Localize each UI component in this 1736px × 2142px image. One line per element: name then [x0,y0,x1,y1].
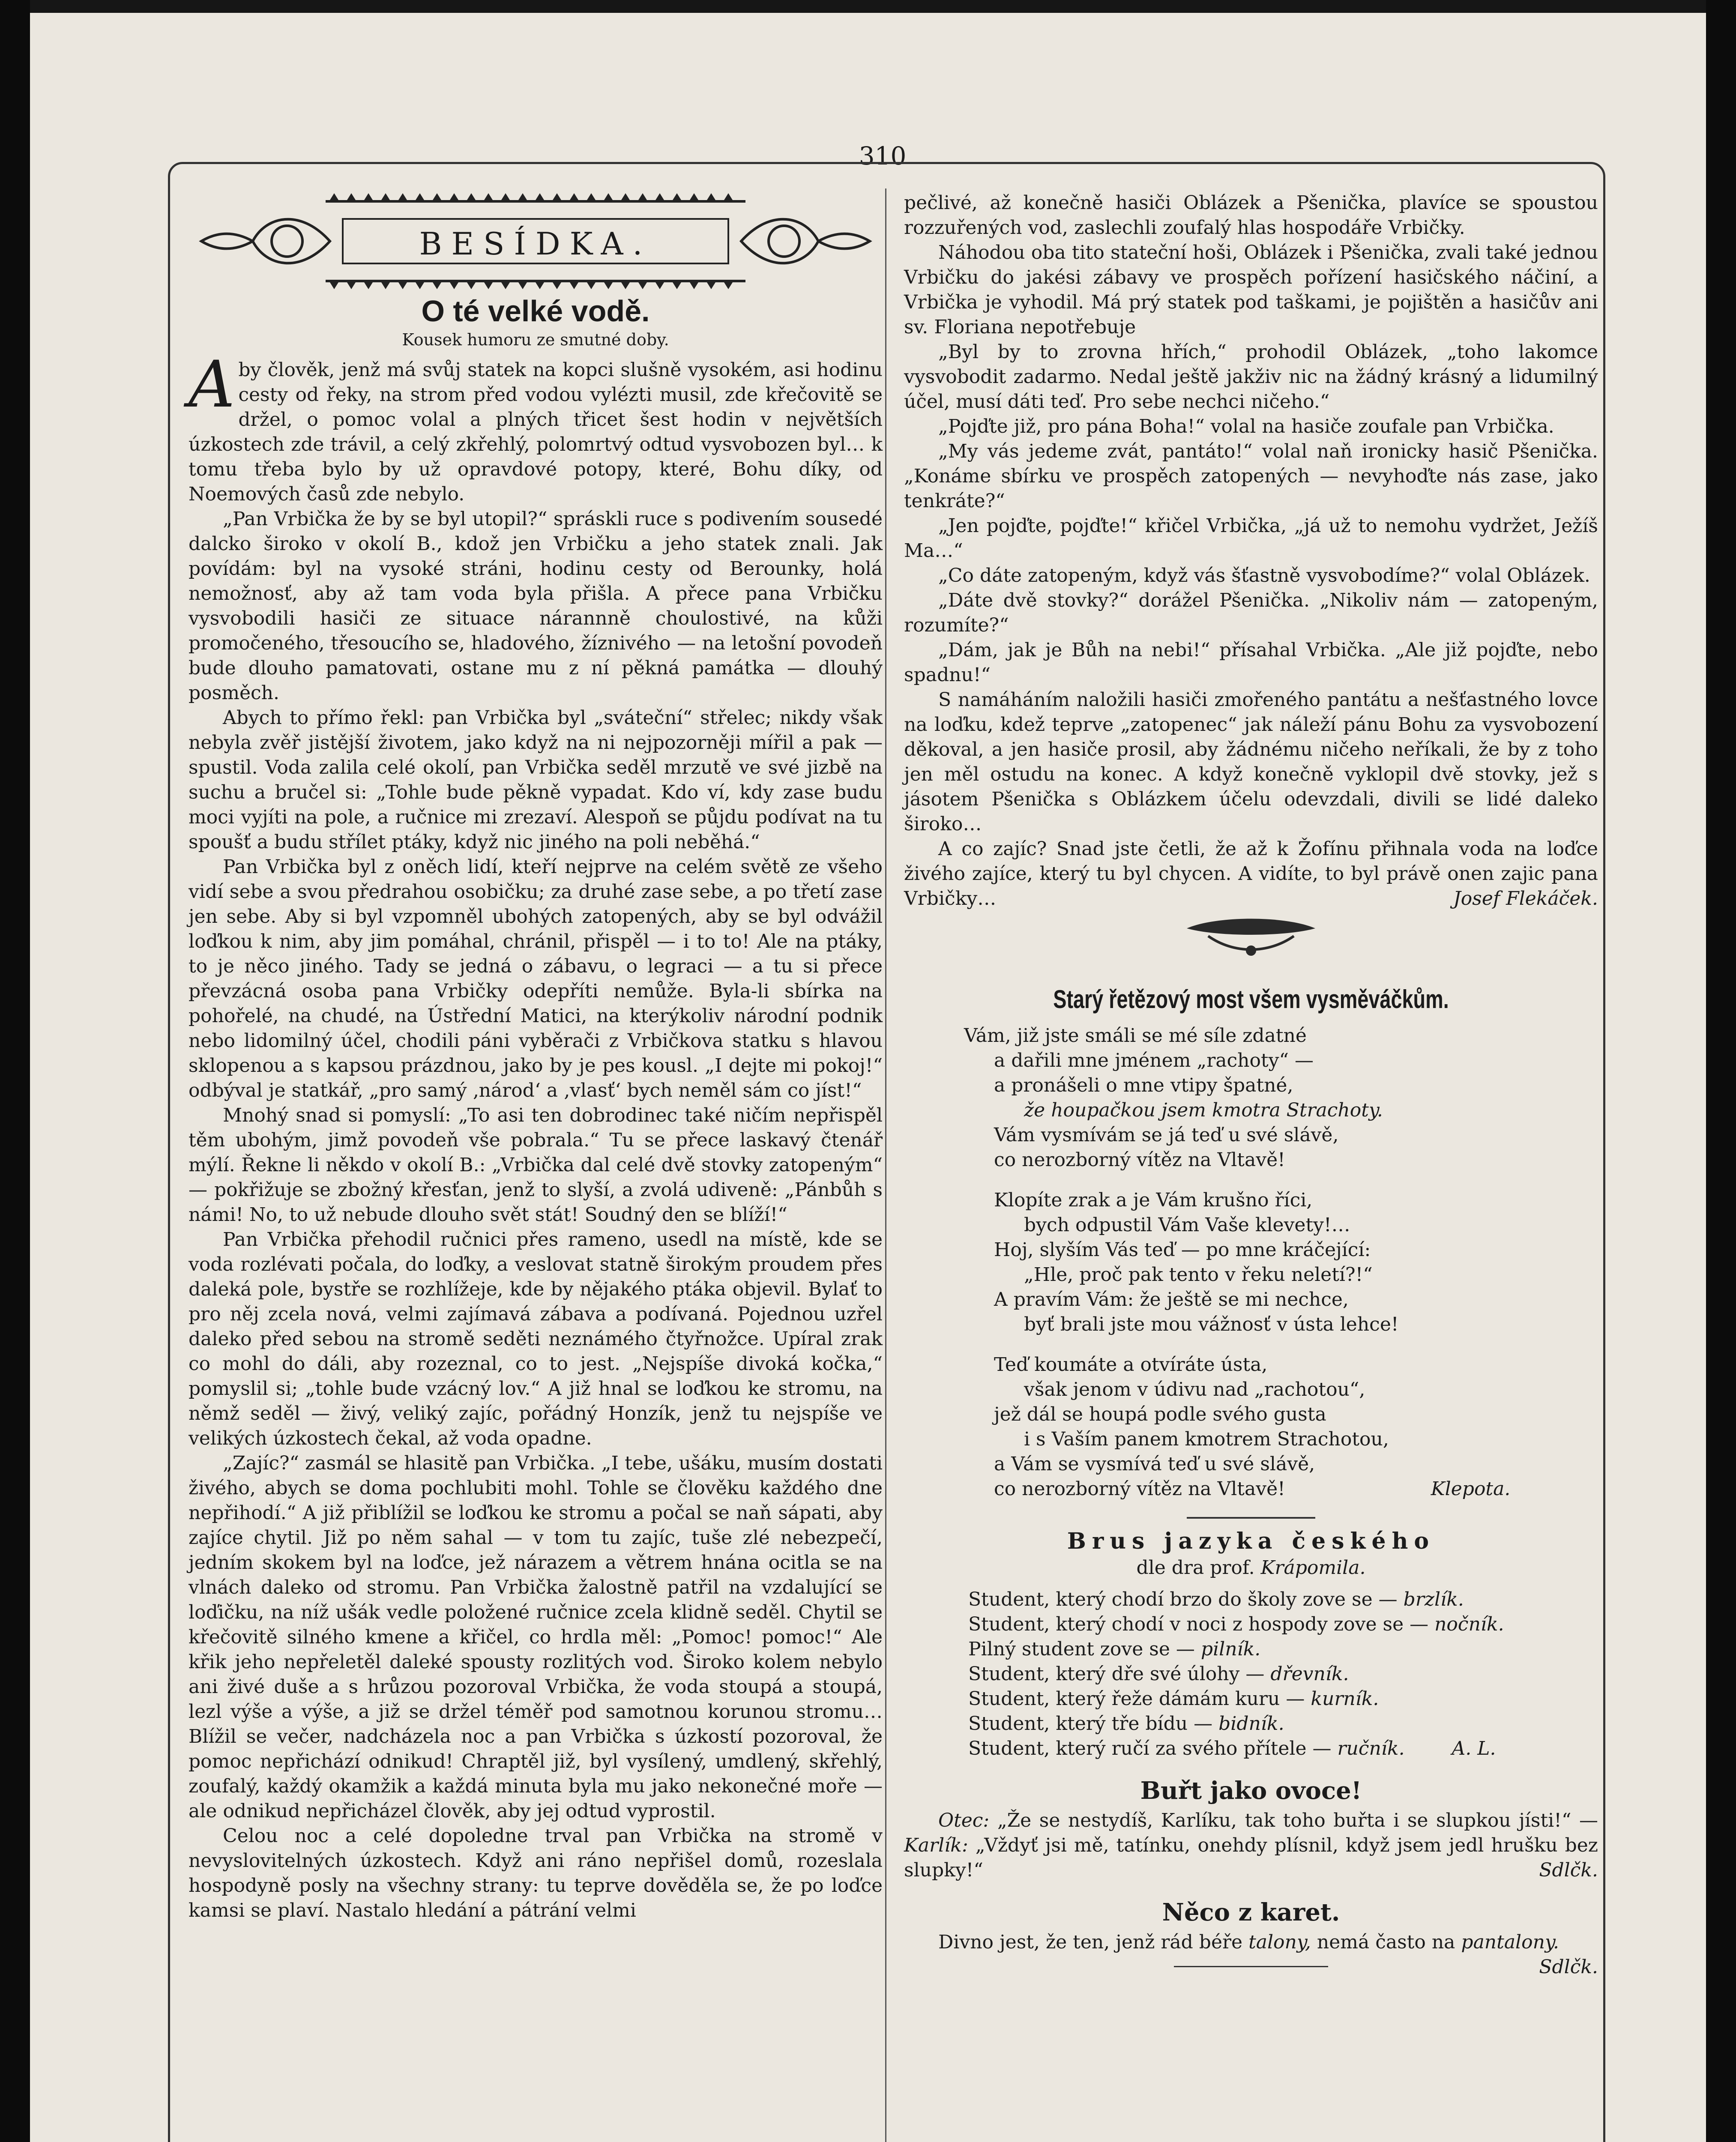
scan-border-left [0,0,30,2142]
poem-line: A pravím Vám: že ještě se mi nechce, [994,1289,1349,1310]
poem-line: však jenom v údivu nad „rachotou“, [1024,1379,1365,1400]
brus-entry: Student, který ručí za svého přítele — ručník. A. L. [968,1738,1496,1759]
story-paragraph: „Jen pojďte, pojďte!“ křičel Vrbička, „já už to nemohu vydržet, Ježíš Ma…“ [904,515,1598,562]
poem-line: Hoj, slyším Vás teď — po mne kráčející: [994,1239,1371,1261]
poem-stanza [904,1352,1598,1502]
story-author: Josef Flekáček. [1453,888,1598,909]
brus-title: Brus jazyka českého [1067,1528,1435,1554]
burt-signature: Sdlčk. [1539,1859,1598,1881]
story-paragraph: „Dáte dvě stovky?“ dorážel Pšenička. „Nikoliv nám — zatopeným, rozumíte?“ [904,589,1598,636]
poem-line: co nerozborný vítěz na Vltavě! Klepota. [994,1478,1511,1500]
story-paragraph: A co zajíc? Snad jste četli, že až k Žofínu přihnala voda na loďce živého zajíce, který tu byl chycen. A vidíte, to byl právě onen zajic pana Vrbičky… Josef Flekáček. [904,837,1598,911]
poem-line: Klopíte zrak a je Vám krušno říci, [994,1189,1313,1211]
story-paragraph: Náhodou oba tito stateční hoši, Oblázek i Pšenička, zvali také jednou Vrbičku do jakési zábavy ve prospěch pořízení hasičského náčiní, a Vrbička je vyhodil. Má prý statek pod taškami, je pojištěn a hasičův ani sv. Floriana nepotřebuje [904,242,1598,338]
poem-line: a Vám se vysmívá teď u své slávě, [994,1453,1315,1475]
right-column [904,191,1598,1980]
story-paragraph: Aby člověk, jenž má svůj statek na kopci slušně vysokém, asi hodinu cesty od řeky, na strom před vodou vylézti musil, zde křečovitě se držel, o pomoc volal a plných třicet šest hodin v největších úzkostech zde trávil, a celý zkřehlý, polomrtvý odtud vysvobozen byl… k tomu třeba bylo by už opravdové potopy, které, Bohu díky, od Noemových časů zde nebylo. [189,347,883,505]
brus-signature: A. L. [1452,1738,1496,1759]
poem-line: a pronášeli o mne vtipy špatné, [994,1074,1293,1096]
vignette-ornament [904,911,1598,967]
story-paragraph: „Byl by to zrovna hřích,“ prohodil Oblázek, „toho lakomce vysvobodit zadarmo. Nedal ještě jakživ nic na žádný krásný a lidumilný účel, musí dáti teď. Pro sebe nechci ničeho.“ [904,341,1598,413]
poem-line: jež dál se houpá podle svého gusta [994,1403,1326,1425]
vignette-icon [1182,911,1320,963]
story-paragraph: S namáháním naložili hasiči zmořeného pantátu a nešťastného lovce na loďku, kdež teprve „zatopenec“ jak náleží pánu Bohu za vysvobození děkoval, a jen hasiče prosil, aby žádnému ničeho neříkali, že by z toho jen měl ostudu na konec. A když konečně vyklopil dvě stovky, jež s jásotem Pšenička s Oblázkem účelu odevzdali, divili se lidé daleko široko… [904,689,1598,835]
story-paragraph: pečlivé, až konečně hasiči Oblázek a Pšenička, plavíce se spoustou rozzuřených vod, zaslechli zoufalý hlas hospodáře Vrbičky. [904,192,1598,239]
poem-stanza [904,1188,1598,1337]
story-paragraph: „Dám, jak je Bůh na nebi!“ přísahal Vrbička. „Ale již pojďte, nebo spadnu!“ [904,639,1598,686]
karty-signature: Sdlčk. [1539,1956,1598,1978]
story-paragraph: Pan Vrbička byl z oněch lidí, kteří nejprve na celém světě ze všeho vidí sebe a svou předrahou osobičku; za druhé zase sebe, a po třetí zase jen sebe. Aby si byl vzpomněl ubohých zatopených, aby se byl odvážil loďkou k nim, aby jim pomáhal, chránil, přispěl — i to to! Ale na ptáky, to je něco jiného. Tady se jedná o zábavu, o legraci — a tu si přece převzácná osoba pana Vrbičky odepříti nemůže. Byla-li sbírka na pohořelé, na chudé, na Ústřední Matici, na kterýkoliv národní podnik nebo lidomilný účel, chodili páni vyběrači z Vrbičkova statku s hlavou sklopenou a s kapsou prázdnou, jako by je pes kousl. „I dejte mi pokoj!“ odbýval je statkář, „pro samý ‚národ‘ a ‚vlasť‘ bych neměl sám co jíst!“ [189,856,883,1101]
poem-stanza [904,1023,1598,1173]
drop-cap: A [189,347,235,422]
poem-line: co nerozborný vítěz na Vltavě! [994,1149,1285,1171]
story-paragraph: „Zajíc?“ zasmál se hlasitě pan Vrbička. „I tebe, ušáku, musím dostati živého, abych se doma pochlubiti mohl. Tohle se člověku každého dne nepřihodí.“ A již přiblížil se loďkou ke stromu a počal se naň sápati, aby zajíce chytil. Již po něm sahal — v tom tu zajíc, tuše zlé nebezpečí, jedním skokem byl na loďce, jež nárazem a větrem hnána ocitla se na vlnách daleko od stromu. Pan Vrbička žalostně patřil na vzdalující se loďičku, na níž ušák vedle položené ručnice zcela klidně seděl. Chytil se křečovitě silného kmene a křičel, co hrdla měl: „Pomoc! pomoc!“ Ale křik jeho nepřeletěl daleké spousty rozlitých vod. Široko kolem nebylo ani živé duše a s hrůzou pozoroval Vrbička, že voda stoupá a stoupá, lezl výše a výše, a již se držel téměř pod samotnou korunou stromu… Blížil se večer, nadcházela noc a pan Vrbička s úzkostí pozoroval, že pomoc nepřichází odnikud! Chraptěl již, byl vysílený, umdlený, skřehlý, zoufalý, každý okamžik a každá minuta byla mu jako nekonečné moře — ale odnikud nepřicházel člověk, aby jej odtud vyprostil. [189,1452,883,1822]
story-paragraph: Pan Vrbička přehodil ručnici přes rameno, usedl na místě, kde se voda rozlévati počala, do loďky, a veslovat statně širokým proudem přes daleká pole, bystře se rozhlížeje, kde by nějakého ptáka objevil. Bylať to pro něj zcela nová, velmi zajímavá zábava a podívaná. Pojednou uzřel daleko před sebou na stromě seděti neznámého čtyřnožce. Upíral zrak co mohl do dáli, aby rozeznal, co to jest. „Nejspíše divoká kočka,“ pomyslil si; „tohle bude vzácný lov.“ A již hnal se loďkou ke stromu, na němž seděl — živý, veliký zajíc, pořádný Honzík, jenž tu nejspíše ve velikých úzkostech čekal, až voda opadne. [189,1229,883,1449]
karty-text: Divno jest, že ten, jenž rád béře talony, nemá často na pantalony. Sdlčk. [904,1930,1598,1955]
story-paragraph: Mnohý snad si pomyslí: „To asi ten dobrodinec také ničím nepřispěl těm ubohým, jimž povodeň vše pobrala.“ Tu se přece laskavý čtenář mýlí. Řekne li někdo v okolí B.: „Vrbička dal celé dvě stovky zatopeným“ — pokřižuje se zbožný křesťan, jenž to slyší, a zvolá udiveně: „Pánbůh s námi! No, to už nebude dlouho svět stát! Soudný den se blíží!“ [189,1104,883,1226]
brus-byline: dle dra prof. Krápomila. [1136,1557,1366,1579]
brus-entry: Student, který tře bídu — bidník. [968,1713,1284,1735]
scan-border-right [1706,0,1736,2142]
story-paragraph: „Co dáte zatopeným, když vás šťastně vysvobodíme?“ volal Oblázek. [938,565,1590,586]
besidka-banner-label: BESÍDKA. [419,226,652,262]
burt-title: Buřt jako ovoce! [1140,1777,1362,1805]
poem-title: Starý řetězový most všem vysměváčkům. [1053,985,1449,1014]
left-column [189,191,883,1923]
poem-line: „Hle, proč pak tento v řeku neletí?!“ [1024,1264,1373,1286]
brus-entry: Student, který dře své úlohy — dřevník. [968,1663,1349,1685]
column-divider [885,188,886,2142]
poem-line: byť brali jste mou vážnosť v ústa lehce! [1024,1313,1399,1335]
poem-line: i s Vaším panem kmotrem Strachotou, [1024,1428,1389,1450]
story-paragraph: „Pan Vrbička že by se byl utopil?“ spráskli ruce s podivením sousedé dalcko široko v okolí B., kdož jen Vrbičku a jeho statek znali. Jak povídám: byl na vysoké stráni, hodinu cesty od Berounky, holá nemožnosť, aby až tam voda byla přišla. A přece pana Vrbičku vysvobodili hasiči ze situace nárannně choulostivé, na kůži promočeného, třesoucího se, hladového, žíznivého — na letošní povodeň bude dlouho pamatovati, ostane mu z ní pěkná památka — dlouhý posměch. [189,508,883,704]
burt-text: Otec: „Že se nestydíš, Karlíku, tak toho buřta i se slupkou jísti!“ — Karlík: „Vždyť jsi mě, tatínku, onehdy plísnil, když jsem jedl hrušku bez slupky!“ Sdlčk. [904,1808,1598,1883]
poem-line: bych odpustil Vám Vaše klevety!… [1024,1214,1350,1236]
story-title: O té velké vodě. [421,294,650,328]
story-paragraph: „Pojďte již, pro pána Boha!“ volal na hasiče zoufale pan Vrbička. [938,416,1554,437]
poem-line: že houpačkou jsem kmotra Strachoty. [1024,1099,1383,1121]
story-paragraph: Celou noc a celé dopoledne trval pan Vrbička na stromě v nevyslovitelných úzkostech. Když ani ráno nepřišel domů, rozeslala hospodyně posly na všechny strany: tu teprve dověděla se, že po loďce kamsi se plaví. Nastalo hledání a pátrání velmi [189,1825,883,1921]
story-subtitle: Kousek humoru ze smutné doby. [402,330,669,349]
poem-author: Klepota. [1431,1478,1511,1500]
poem-line: Vám, již jste smáli se mé síle zdatné [964,1025,1307,1047]
brus-entry: Student, který chodí brzo do školy zove se — brzlík. [968,1589,1464,1610]
karty-title: Něco z karet. [1162,1898,1340,1927]
story-paragraph: „My vás jedeme zvát, pantáto!“ volal naň ironicky hasič Pšenička. „Konáme sbírku ve prospěch zatopených — nevyhoďte nás zase, jako tenkráte?“ [904,440,1598,512]
brus-entry: Student, který chodí v noci z hospody zove se — nočník. [968,1613,1504,1635]
brus-entry: Student, který řeže dámám kuru — kurník. [968,1688,1379,1710]
section-rule [1174,1966,1328,1967]
brus-entry: Pilný student zove se — pilník. [968,1638,1261,1660]
poem-line: Vám vysmívám se já teď u své slávě, [994,1124,1339,1146]
poem-line: Teď koumáte a otvíráte ústa, [994,1354,1268,1376]
section-rule [1187,1517,1315,1519]
scan-border-top [0,0,1736,13]
poem-line: a dařili mne jménem „rachoty“ — [994,1050,1314,1071]
story-paragraph: Abych to přímo řekl: pan Vrbička byl „sváteční“ střelec; nikdy však nebyla zvěř jistější životem, jako když na ni nejpozorněji mířil a pak — spustil. Voda zalila celé okolí, pan Vrbička seděl mrzutě ve své jizbě na suchu a bručel si: „Tohle bude pěkně vypadat. Kdo ví, kdy zase budu moci vyjíti na pole, a ručnice mi zrezaví. Alespoň se půjdu podívat na tu spoušť a budu střílet ptáky, když nic jiného na poli neběhá.“ [189,707,883,853]
page-number: 310 [859,141,907,171]
